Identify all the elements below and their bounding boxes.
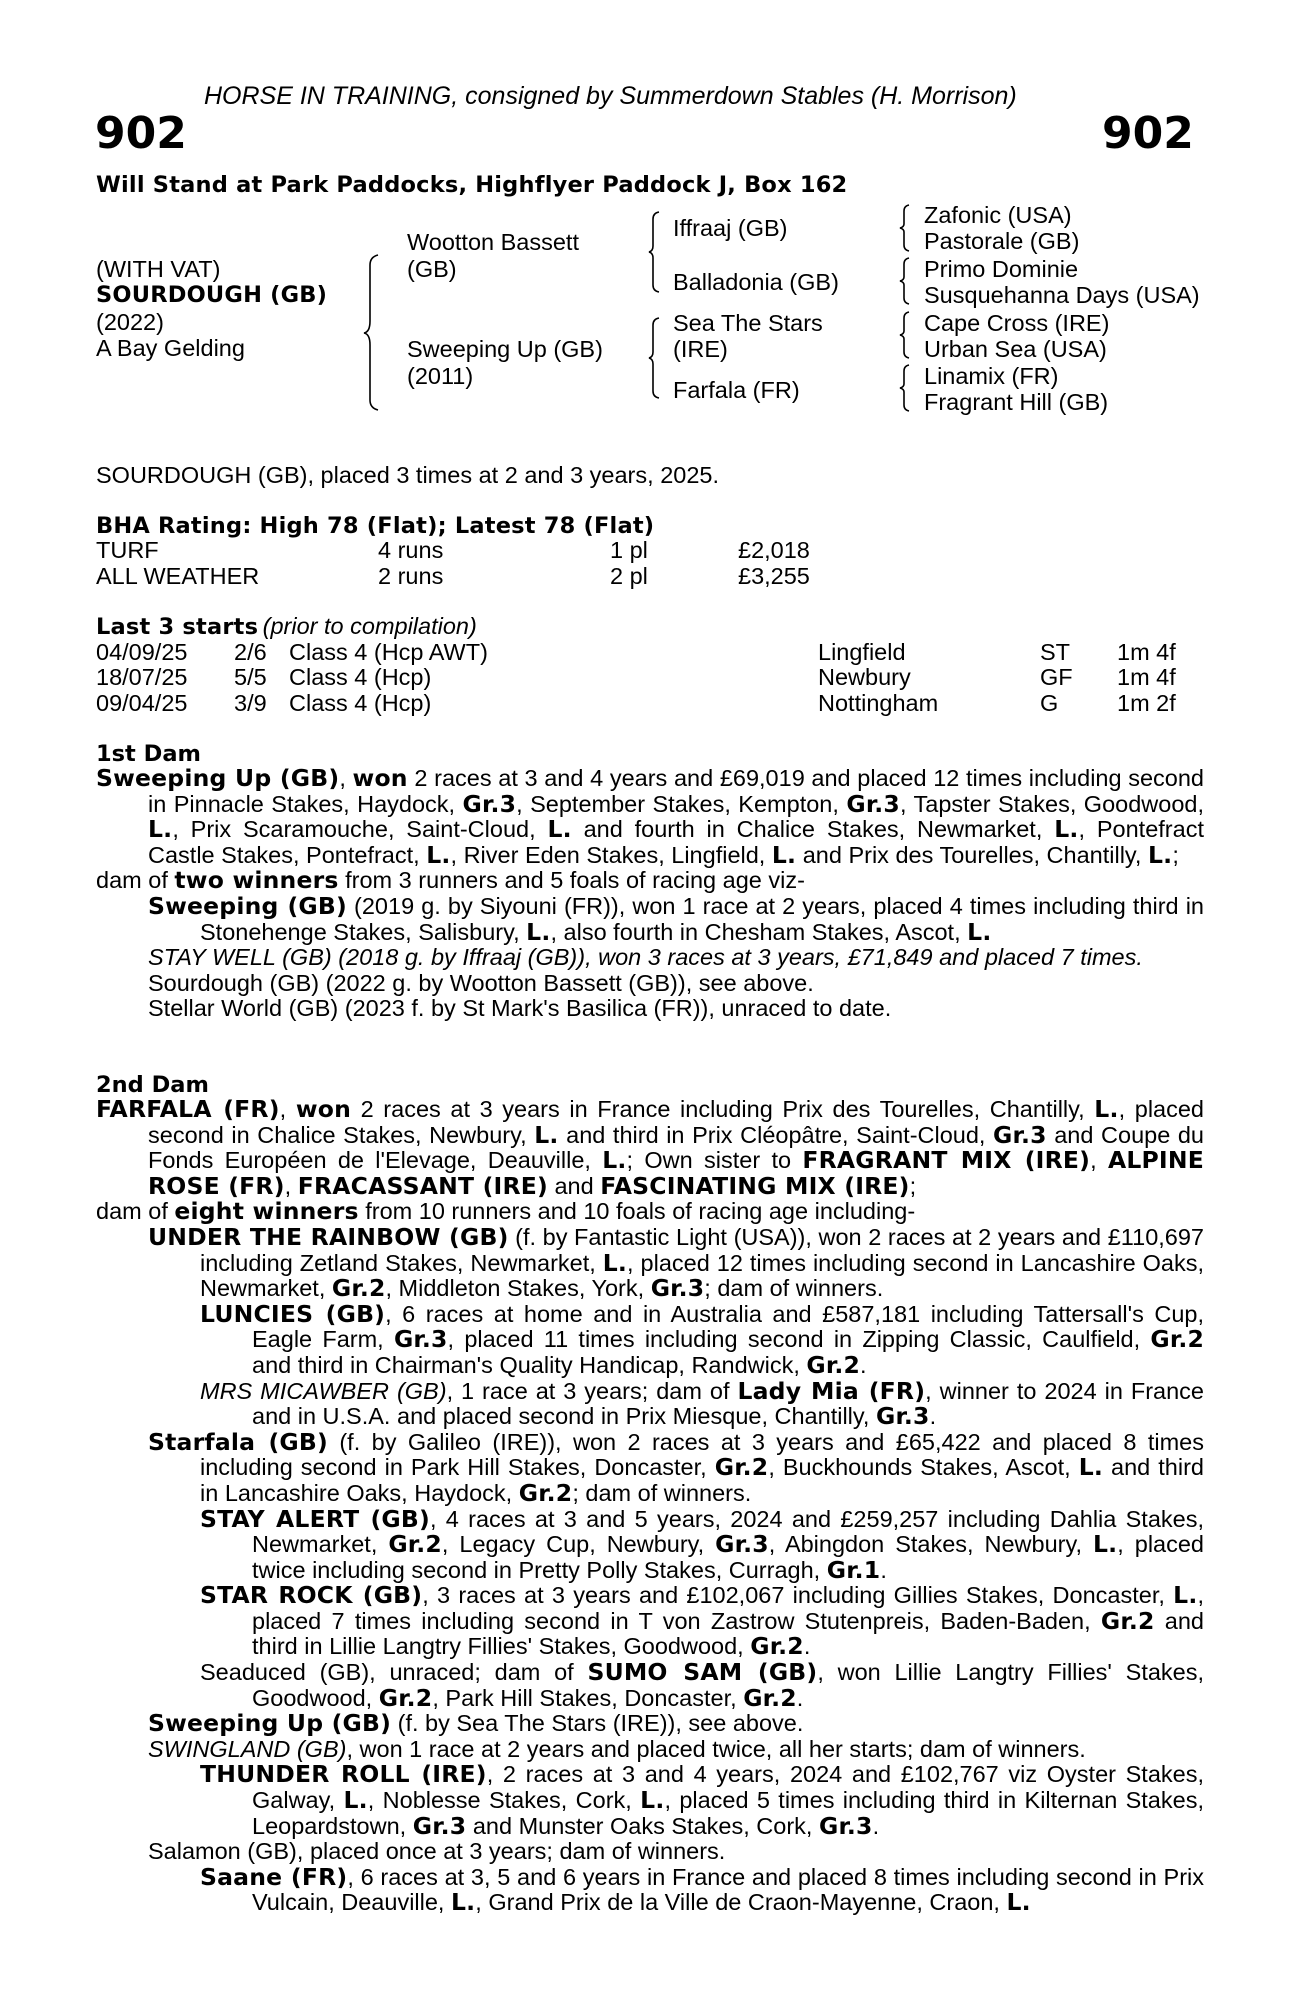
produce-seaduced: Seaduced (GB), unraced; dam of SUMO SAM (GB), won Lillie Langtry Fillies' Stakes, Goodwood, Gr.2, Park Hill Stakes, Doncaster, Gr.2. <box>200 1658 1205 1712</box>
pedigree-brace-main <box>366 255 386 410</box>
vat-note: (WITH VAT) <box>96 256 221 282</box>
start-3-going: G <box>1040 690 1059 716</box>
produce-mrs-micawber: MRS MICAWBER (GB), 1 race at 3 years; dam of Lady Mia (FR), winner to 2024 in France and in U.S.A. and placed second in Prix Miesque, Chantilly, Gr.3. <box>200 1376 1204 1431</box>
second-dam-heading: 2nd Dam <box>96 1072 209 1098</box>
lot-number-left: 902 <box>95 108 187 159</box>
produce-sweeping: Sweeping (GB) (2019 g. by Siyouni (FR)), won 1 race at 2 years, placed 4 times including third in Stonehenge Stakes, Salisbury, L., also fourth in Chesham Stakes, Ascot, L. <box>148 891 1204 946</box>
second-dam-section <box>96 1097 1204 1916</box>
last-starts-title: Last 3 starts <box>96 614 259 640</box>
pedigree-sire-country: (GB) <box>407 256 457 282</box>
last-starts-heading <box>96 614 477 640</box>
pedigree-g1: Zafonic (USA) <box>924 202 1072 228</box>
start-3-course: Nottingham <box>818 690 939 716</box>
produce-saane: Saane (FR), 6 races at 3, 5 and 6 years in France and placed 8 times including second in Prix Vulcain, Deauville, L., Grand Prix de la Ville de Craon-Mayenne, Craon, L. <box>200 1862 1204 1917</box>
second-dam-produce-summary: dam of eight winners from 10 runners and 10 foals of racing age including- <box>96 1197 916 1226</box>
first-dam-section <box>96 766 1204 1022</box>
produce-thunder-roll: THUNDER ROLL (IRE), 2 races at 3 and 4 years, 2024 and £102,767 viz Oyster Stakes, Galway, L., Noblesse Stakes, Cork, L., placed 5 times including third in Kilternan Stakes, Leopardstown, Gr.3 and Munster Oaks Stakes, Cork, Gr.3. <box>200 1760 1204 1840</box>
pedigree-g6: Urban Sea (USA) <box>924 336 1107 362</box>
produce-stay-well: STAY WELL (GB) (2018 g. by Iffraaj (GB)), won 3 races at 3 years, £71,849 and placed 7 times. <box>148 944 1143 971</box>
rating-aw-surface: ALL WEATHER <box>96 563 260 589</box>
rating-turf-placed: 1 pl <box>610 537 648 563</box>
pedigree-brace-g2 <box>900 258 914 304</box>
start-3-dist: 1m 2f <box>1117 690 1176 716</box>
rating-turf-runs: 4 runs <box>378 537 444 563</box>
pedigree-g8: Fragrant Hill (GB) <box>924 389 1109 415</box>
rating-turf-surface: TURF <box>96 537 159 563</box>
start-1-course: Lingfield <box>818 639 906 665</box>
produce-salamon: Salamon (GB), placed once at 3 years; dam of winners. <box>148 1838 726 1865</box>
start-3-date: 09/04/25 <box>96 690 188 716</box>
pedigree-dam-sire: Sea The Stars <box>673 310 823 336</box>
start-1-pos: 2/6 <box>234 639 267 665</box>
last-starts-note: (prior to compilation) <box>262 613 477 639</box>
start-2-dist: 1m 4f <box>1117 664 1176 690</box>
pedigree-dam-dam: Farfala (FR) <box>673 377 800 403</box>
pedigree-sire: Wootton Bassett <box>407 229 579 255</box>
pedigree-brace-sire <box>649 212 665 292</box>
horse-name: SOURDOUGH (GB) <box>96 282 328 308</box>
rating-aw-runs: 2 runs <box>378 563 444 589</box>
consignment-header: HORSE IN TRAINING, consigned by Summerdown Stables (H. Morrison) <box>204 82 1017 110</box>
first-dam-heading: 1st Dam <box>96 741 201 767</box>
produce-sourdough: Sourdough (GB) (2022 g. by Wootton Bassett (GB)), see above. <box>148 969 814 996</box>
pedigree-brace-g4 <box>900 365 914 411</box>
start-1-date: 04/09/25 <box>96 639 188 665</box>
pedigree-g3: Primo Dominie <box>924 256 1079 282</box>
pedigree-g5: Cape Cross (IRE) <box>924 310 1110 336</box>
first-dam-produce-summary: dam of two winners from 3 runners and 5 foals of racing age viz- <box>96 866 805 895</box>
start-1-going: ST <box>1040 639 1071 665</box>
horse-description: A Bay Gelding <box>96 335 245 361</box>
pedigree-brace-dam <box>649 318 665 398</box>
pedigree-g4: Susquehanna Days (USA) <box>924 282 1200 308</box>
start-1-dist: 1m 4f <box>1117 639 1176 665</box>
rating-title: BHA Rating: High 78 (Flat); Latest 78 (Flat) <box>96 513 655 539</box>
start-3-race: Class 4 (Hcp) <box>289 690 432 716</box>
second-dam-record: FARFALA (FR), won 2 races at 3 years in France including Prix des Tourelles, Chantilly, L., placed second in Chalice Stakes, Newbury, L. and third in Prix Cléopâtre, Saint-Cloud, Gr.3 and Coupe du Fonds Européen de l'Elevage, Deauville, L.; Own sister to FRAGRANT MIX (IRE), ALPINE ROSE (FR), FRACASSANT (IRE) and FASCINATING MIX (IRE); <box>96 1095 1205 1200</box>
start-2-race: Class 4 (Hcp) <box>289 664 432 690</box>
foaling-year: (2022) <box>96 309 164 335</box>
pedigree-dam: Sweeping Up (GB) <box>407 336 603 362</box>
produce-sweeping-up: Sweeping Up (GB) (f. by Sea The Stars (IRE)), see above. <box>148 1709 804 1738</box>
produce-swingland: SWINGLAND (GB), won 1 race at 2 years and placed twice, all her starts; dam of winners. <box>148 1735 1086 1762</box>
start-2-pos: 5/5 <box>234 664 267 690</box>
rating-turf-earnings: £2,018 <box>738 537 810 563</box>
start-2-date: 18/07/25 <box>96 664 188 690</box>
pedigree-brace-g1 <box>900 205 914 251</box>
pedigree-brace-g3 <box>900 312 914 358</box>
lot-number-right: 902 <box>1102 108 1194 159</box>
pedigree-g7: Linamix (FR) <box>924 363 1059 389</box>
produce-star-rock: STAR ROCK (GB), 3 races at 3 years and £102,067 including Gillies Stakes, Doncaster, L., placed 7 times including second in T von Zastrow Stutenpreis, Baden-Baden, Gr.2 and third in Lillie Langtry Fillies' Stakes, Goodwood, Gr.2. <box>200 1581 1204 1661</box>
start-1-race: Class 4 (Hcp AWT) <box>289 639 488 665</box>
pedigree-dam-sire-country: (IRE) <box>673 336 728 362</box>
stabling-location: Will Stand at Park Paddocks, Highflyer Paddock J, Box 162 <box>96 172 848 198</box>
first-dam-record: Sweeping Up (GB), won 2 races at 3 and 4 years and £69,019 and placed 12 times including second in Pinnacle Stakes, Haydock, Gr.3, September Stakes, Kempton, Gr.3, Tapster Stakes, Goodwood, L., Prix Scaramouche, Saint-Cloud, L. and fourth in Chalice Stakes, Newmarket, L., Pontefract Castle Stakes, Pontefract, L., River Eden Stakes, Lingfield, L. and Prix des Tourelles, Chantilly, L.; <box>96 764 1205 869</box>
produce-stay-alert: STAY ALERT (GB), 4 races at 3 and 5 years, 2024 and £259,257 including Dahlia Stakes, Newmarket, Gr.2, Legacy Cup, Newbury, Gr.3, Abingdon Stakes, Newbury, L., placed twice including second in Pretty Polly Stakes, Curragh, Gr.1. <box>200 1504 1205 1584</box>
start-2-going: GF <box>1040 664 1073 690</box>
produce-stellar-world: Stellar World (GB) (2023 f. by St Mark's Basilica (FR)), unraced to date. <box>148 995 892 1022</box>
race-summary: SOURDOUGH (GB), placed 3 times at 2 and 3 years, 2025. <box>96 462 720 488</box>
pedigree-g2: Pastorale (GB) <box>924 228 1080 254</box>
pedigree-sire-dam: Balladonia (GB) <box>673 269 839 295</box>
produce-under-the-rainbow: UNDER THE RAINBOW (GB) (f. by Fantastic Light (USA)), won 2 races at 2 years and £110,697 including Zetland Stakes, Newmarket, L., placed 12 times including second in Lancashire Oaks, Newmarket, Gr.2, Middleton Stakes, York, Gr.3; dam of winners. <box>148 1222 1205 1303</box>
rating-aw-earnings: £3,255 <box>738 563 810 589</box>
pedigree-sire-sire: Iffraaj (GB) <box>673 215 788 241</box>
produce-starfala: Starfala (GB) (f. by Galileo (IRE)), won 2 races at 3 years and £65,422 and placed 8 times including second in Park Hill Stakes, Doncaster, Gr.2, Buckhounds Stakes, Ascot, L. and third in Lancashire Oaks, Haydock, Gr.2; dam of winners. <box>148 1427 1204 1507</box>
produce-luncies: LUNCIES (GB), 6 races at home and in Australia and £587,181 including Tattersall's Cup, Eagle Farm, Gr.3, placed 11 times including second in Zipping Classic, Caulfield, Gr.2 and third in Chairman's Quality Handicap, Randwick, Gr.2. <box>200 1299 1204 1379</box>
pedigree-dam-year: (2011) <box>407 363 474 389</box>
rating-aw-placed: 2 pl <box>610 563 648 589</box>
start-3-pos: 3/9 <box>234 690 267 716</box>
start-2-course: Newbury <box>818 664 911 690</box>
